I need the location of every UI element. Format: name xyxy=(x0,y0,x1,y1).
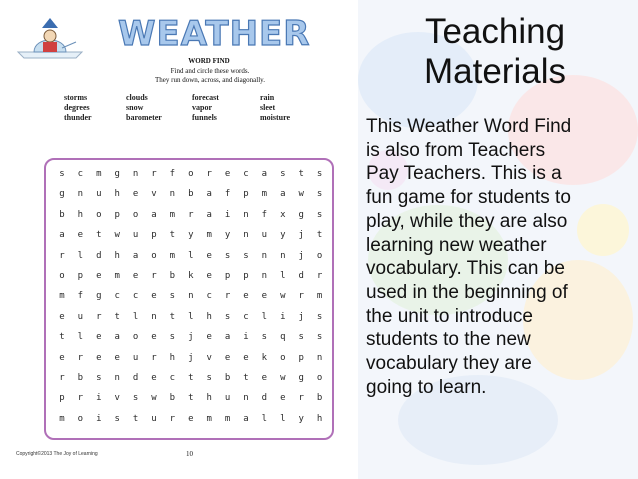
grid-letter: t xyxy=(188,373,194,383)
grid-letter: c xyxy=(132,291,139,302)
grid-letter: o xyxy=(96,209,102,220)
word-list-item: snow xyxy=(126,103,144,112)
grid-letter: a xyxy=(132,250,139,261)
grid-letter: n xyxy=(261,271,268,281)
word-list-item: storms xyxy=(64,93,88,102)
grid-letter: u xyxy=(224,393,231,404)
grid-letter: a xyxy=(261,169,268,179)
grid-letter: o xyxy=(132,332,139,343)
letter-grid xyxy=(52,165,328,435)
grid-letter: r xyxy=(59,250,65,261)
grid-letter: u xyxy=(261,230,268,241)
grid-letter: s xyxy=(169,291,176,302)
grid-letter: m xyxy=(261,189,268,200)
grid-letter: m xyxy=(206,413,212,424)
snow-globe-figure-icon xyxy=(16,14,84,60)
grid-letter: e xyxy=(96,332,102,343)
grid-letter: e xyxy=(243,291,249,302)
grid-letter: l xyxy=(77,250,84,261)
grid-letter: e xyxy=(206,271,212,281)
grid-letter: a xyxy=(59,230,65,241)
grid-letter: l xyxy=(188,311,194,322)
body-line: learning new weather xyxy=(366,234,547,256)
grid-letter: j xyxy=(298,311,304,322)
grid-letter: g xyxy=(114,169,120,179)
grid-letter: y xyxy=(188,230,194,241)
grid-letter: g xyxy=(298,209,304,220)
grid-letter: u xyxy=(132,230,139,241)
grid-letter: m xyxy=(169,250,176,261)
grid-letter: j xyxy=(298,230,304,241)
word-list-item: forecast xyxy=(192,93,219,102)
grid-letter: o xyxy=(151,250,157,261)
grid-letter: r xyxy=(188,209,194,220)
grid-letter: s xyxy=(96,373,102,383)
grid-letter: s xyxy=(280,169,286,179)
grid-letter: h xyxy=(316,413,323,424)
grid-letter: w xyxy=(280,373,286,383)
grid-letter: i xyxy=(224,209,231,220)
grid-letter: r xyxy=(298,393,304,404)
grid-letter: m xyxy=(316,291,323,302)
word-list xyxy=(64,93,324,135)
grid-letter: h xyxy=(206,311,212,322)
grid-letter: t xyxy=(59,332,65,343)
grid-letter: f xyxy=(169,169,176,179)
grid-letter: c xyxy=(206,291,212,302)
grid-letter: s xyxy=(224,311,231,322)
grid-letter: s xyxy=(316,189,323,200)
grid-letter: a xyxy=(206,189,212,200)
grid-letter: w xyxy=(298,189,304,200)
grid-letter: t xyxy=(132,413,139,424)
grid-letter: s xyxy=(114,413,120,424)
grid-letter: t xyxy=(169,311,176,322)
grid-letter: b xyxy=(169,271,176,281)
body-line: vocabulary. This can be xyxy=(366,258,565,280)
grid-letter: c xyxy=(77,169,84,179)
grid-letter: o xyxy=(188,169,194,179)
grid-letter: h xyxy=(206,393,212,404)
body-line: students to the new xyxy=(366,329,531,351)
grid-letter: h xyxy=(77,209,84,220)
grid-letter: d xyxy=(132,373,139,383)
grid-letter: b xyxy=(224,373,231,383)
grid-letter: f xyxy=(77,291,84,302)
grid-letter: r xyxy=(298,291,304,302)
grid-letter: v xyxy=(114,393,120,404)
word-list-item: degrees xyxy=(64,103,90,112)
grid-letter: c xyxy=(243,169,249,179)
grid-letter: n xyxy=(280,250,286,261)
grid-letter: o xyxy=(316,250,323,261)
grid-letter: s xyxy=(243,250,249,261)
grid-letter: e xyxy=(96,352,102,363)
grid-letter: l xyxy=(77,332,84,343)
grid-letter: d xyxy=(96,250,102,261)
grid-letter: g xyxy=(59,189,65,200)
grid-letter: o xyxy=(280,352,286,363)
grid-letter: h xyxy=(114,250,120,261)
grid-letter: b xyxy=(188,189,194,200)
grid-letter: p xyxy=(59,393,65,404)
grid-letter: m xyxy=(96,169,102,179)
body-line: Pay Teachers. This is a xyxy=(366,163,562,185)
grid-letter: m xyxy=(59,291,65,302)
grid-letter: s xyxy=(59,169,65,179)
grid-letter: e xyxy=(96,271,102,281)
grid-letter: o xyxy=(132,209,139,220)
grid-letter: u xyxy=(132,352,139,363)
grid-letter: u xyxy=(77,311,84,322)
grid-letter: t xyxy=(188,393,194,404)
worksheet-instruction: Find and circle these words. xyxy=(170,67,250,75)
worksheet-instruction: They run down, across, and diagonally. xyxy=(155,76,265,84)
grid-letter: d xyxy=(261,393,268,404)
grid-letter: d xyxy=(298,271,304,281)
grid-letter: e xyxy=(261,291,268,302)
grid-letter: w xyxy=(280,291,286,302)
grid-letter: s xyxy=(206,373,212,383)
grid-letter: n xyxy=(243,230,249,241)
grid-letter: i xyxy=(96,393,102,404)
grid-letter: t xyxy=(316,230,323,241)
grid-letter: a xyxy=(206,209,212,220)
grid-letter: b xyxy=(59,209,65,220)
grid-letter: l xyxy=(188,250,194,261)
grid-letter: l xyxy=(261,413,268,424)
grid-letter: h xyxy=(169,352,176,363)
grid-letter: p xyxy=(243,189,249,200)
grid-letter: r xyxy=(151,169,157,179)
grid-letter: p xyxy=(151,230,157,241)
grid-letter: r xyxy=(224,291,231,302)
grid-letter: h xyxy=(114,189,120,200)
grid-letter: r xyxy=(169,413,176,424)
grid-letter: s xyxy=(316,209,323,220)
copyright-text: Copyright©2013 The Joy of Learning xyxy=(16,451,98,457)
word-list-item: vapor xyxy=(192,103,212,112)
grid-letter: l xyxy=(261,311,268,322)
grid-letter: n xyxy=(132,169,139,179)
grid-letter: f xyxy=(261,209,268,220)
grid-letter: m xyxy=(224,413,231,424)
grid-letter: p xyxy=(77,271,84,281)
grid-letter: p xyxy=(114,209,120,220)
grid-letter: w xyxy=(151,393,157,404)
grid-letter: r xyxy=(59,373,65,383)
grid-letter: r xyxy=(151,271,157,281)
grid-letter: i xyxy=(96,413,102,424)
grid-letter: s xyxy=(224,250,231,261)
grid-letter: m xyxy=(114,271,120,281)
grid-letter: n xyxy=(188,291,194,302)
grid-letter: m xyxy=(169,209,176,220)
grid-letter: p xyxy=(224,271,231,281)
grid-letter: v xyxy=(206,352,212,363)
body-line: used in the beginning of xyxy=(366,281,568,303)
grid-letter: l xyxy=(132,311,139,322)
grid-letter: i xyxy=(243,332,249,343)
word-list-item: rain xyxy=(260,93,275,102)
grid-letter: r xyxy=(96,311,102,322)
grid-letter: r xyxy=(77,352,84,363)
body-line: fun game for students to xyxy=(366,187,571,209)
grid-letter: c xyxy=(169,373,176,383)
grid-letter: g xyxy=(298,373,304,383)
body-line: This Weather Word Find xyxy=(366,116,572,137)
grid-letter: n xyxy=(261,250,268,261)
grid-letter: e xyxy=(59,352,65,363)
grid-letter: e xyxy=(114,352,120,363)
grid-letter: l xyxy=(280,271,286,281)
word-list-item: sleet xyxy=(260,103,276,112)
grid-letter: r xyxy=(77,393,84,404)
body-line: play, while they are also xyxy=(366,210,568,232)
grid-letter: e xyxy=(188,413,194,424)
grid-letter: k xyxy=(188,271,194,281)
grid-letter: o xyxy=(316,373,323,383)
grid-letter: e xyxy=(151,373,157,383)
grid-letter: e xyxy=(224,352,231,363)
grid-letter: e xyxy=(132,189,139,200)
grid-letter: c xyxy=(243,311,249,322)
grid-letter: v xyxy=(151,189,157,200)
grid-letter: e xyxy=(280,393,286,404)
grid-letter: l xyxy=(280,413,286,424)
grid-letter: g xyxy=(96,291,102,302)
body-line: the unit to introduce xyxy=(366,305,533,327)
grid-letter: e xyxy=(206,250,212,261)
grid-letter: b xyxy=(169,393,176,404)
grid-letter: e xyxy=(224,169,231,179)
grid-letter: e xyxy=(59,311,65,322)
grid-letter: t xyxy=(96,230,102,241)
grid-letter: p xyxy=(243,271,249,281)
grid-letter: n xyxy=(151,311,157,322)
grid-letter: t xyxy=(169,230,176,241)
grid-letter: n xyxy=(169,189,176,200)
grid-letter: w xyxy=(114,230,120,241)
grid-letter: e xyxy=(151,332,157,343)
grid-letter: t xyxy=(243,373,249,383)
grid-letter: o xyxy=(77,413,84,424)
grid-letter: n xyxy=(243,393,249,404)
word-list-item: funnels xyxy=(192,113,217,122)
grid-letter: j xyxy=(188,332,194,343)
grid-letter: j xyxy=(298,250,304,261)
worksheet-subtitle: WORD FIND xyxy=(188,57,230,65)
grid-letter: a xyxy=(114,332,120,343)
grid-letter: a xyxy=(243,413,249,424)
grid-letter: s xyxy=(169,332,176,343)
grid-letter: f xyxy=(224,189,231,200)
grid-letter: e xyxy=(132,271,139,281)
page-number: 10 xyxy=(186,450,193,458)
grid-letter: m xyxy=(59,413,65,424)
word-list-item: thunder xyxy=(64,113,92,122)
grid-letter: e xyxy=(151,291,157,302)
grid-letter: b xyxy=(316,393,323,404)
grid-letter: x xyxy=(280,209,286,220)
grid-letter: n xyxy=(77,189,84,200)
slide-title xyxy=(380,12,610,92)
grid-letter: r xyxy=(316,271,323,281)
grid-letter: t xyxy=(114,311,120,322)
grid-letter: n xyxy=(316,352,323,363)
grid-letter: u xyxy=(151,413,157,424)
slide-body-text xyxy=(366,115,636,399)
word-list-item: clouds xyxy=(126,93,148,102)
grid-letter: y xyxy=(224,230,231,241)
body-line: is also from Teachers xyxy=(366,139,546,161)
grid-letter: s xyxy=(132,393,139,404)
grid-letter: n xyxy=(243,209,249,220)
grid-letter: o xyxy=(59,271,65,281)
grid-letter: m xyxy=(206,230,212,241)
grid-letter: e xyxy=(77,230,84,241)
grid-letter: s xyxy=(316,169,323,179)
slide-title-line: Teaching xyxy=(424,12,566,51)
grid-letter: b xyxy=(77,373,84,383)
grid-letter: q xyxy=(280,332,286,343)
body-line: going to learn. xyxy=(366,376,487,398)
grid-letter: p xyxy=(298,352,304,363)
word-list-item: barometer xyxy=(126,113,162,122)
grid-letter: e xyxy=(206,332,212,343)
grid-letter: j xyxy=(188,352,194,363)
grid-letter: c xyxy=(114,291,120,302)
grid-letter: i xyxy=(280,311,286,322)
grid-letter: t xyxy=(298,169,304,179)
grid-letter: y xyxy=(280,230,286,241)
grid-letter: n xyxy=(114,373,120,383)
grid-letter: y xyxy=(298,413,304,424)
grid-letter: a xyxy=(224,332,231,343)
grid-letter: a xyxy=(280,189,286,200)
grid-letter: s xyxy=(316,332,323,343)
grid-letter: r xyxy=(206,169,212,179)
grid-letter: u xyxy=(96,189,102,200)
body-line: vocabulary they are xyxy=(366,353,532,375)
grid-letter: s xyxy=(298,332,304,343)
grid-letter: e xyxy=(243,352,249,363)
grid-letter: s xyxy=(316,311,323,322)
slide-title-line: Materials xyxy=(424,52,566,91)
worksheet-title: WEATHER xyxy=(118,14,311,54)
grid-letter: s xyxy=(261,332,268,343)
grid-letter: r xyxy=(151,352,157,363)
grid-letter: e xyxy=(261,373,268,383)
word-list-item: moisture xyxy=(260,113,291,122)
grid-letter: k xyxy=(261,352,268,363)
grid-letter: a xyxy=(151,209,157,220)
